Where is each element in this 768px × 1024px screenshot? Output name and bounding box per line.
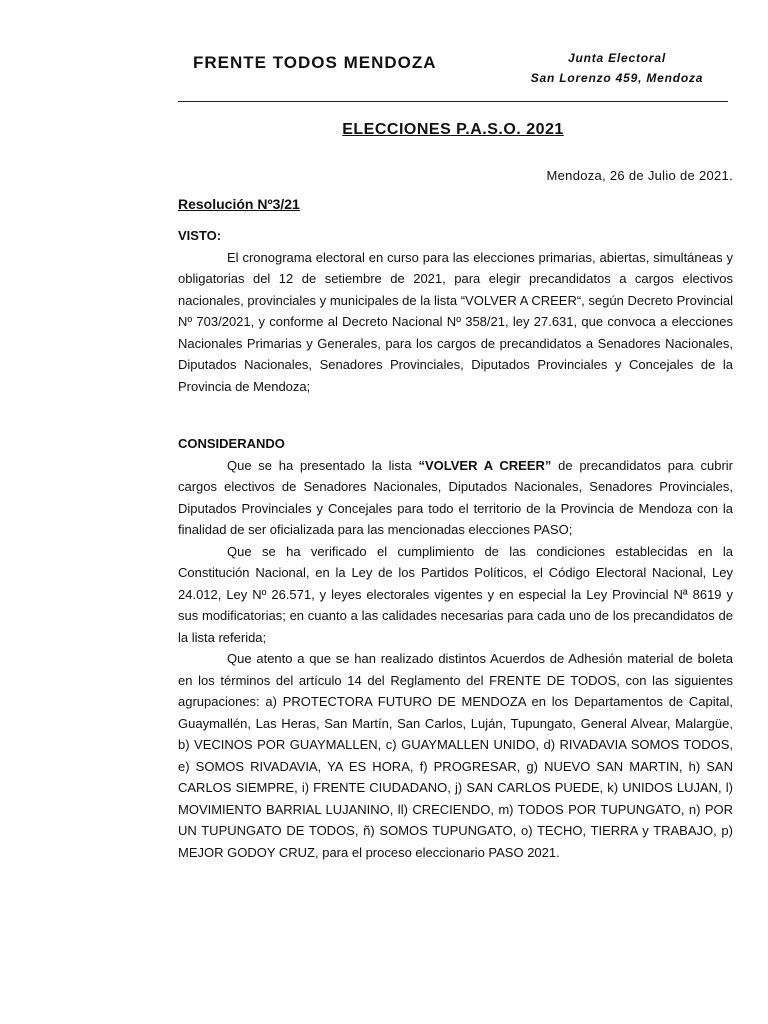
junta-address-block — [512, 48, 722, 88]
p1-rest-text: de precandidatos para cubrir cargos electivos de Senadores Nacionales, Diputados Nacionales, Senadores Provinciales, Diputados Provinciales y Concejales para todo el territorio de la Provincia de Mendoza con la finalidad de ser oficializada para las mencionadas elecciones PASO; — [178, 457, 733, 537]
junta-name: Junta Electoral — [567, 51, 667, 65]
resolution-number: Resolución Nº3/21 — [178, 196, 300, 212]
document-title-text: ELECCIONES P.A.S.O. 2021 — [342, 121, 564, 138]
p1-lead-text: Que se ha presentado la lista — [227, 457, 419, 473]
list-name-bold: “VOLVER A CREER” — [418, 457, 552, 473]
document-title — [178, 121, 728, 139]
visto-label: VISTO: — [178, 228, 222, 243]
considerando-paragraph-3: Que atento a que se han realizado distintos Acuerdos de Adhesión material de boleta en los términos del artículo 14 del Reglamento del FRENTE DE TODOS, con las siguientes agrupaciones: a) PROTECTORA FUTURO DE MENDOZA en los Departamentos de Capital, Guaymallén, Las Heras, San Martín, San Carlos, Luján, Tupungato, General Alvear, Malargüe, b) VECINOS POR GUAYMALLEN, c) GUAYMALLEN UNIDO, d) RIVADAVIA SOMOS TODOS, e) SOMOS RIVADAVIA, YA ES HORA, f) PROGRESAR, g) NUEVO SAN MARTIN, h) SAN CARLOS SIEMPRE, i) FRENTE CIUDADANO, j) SAN CARLOS PUEDE, k) UNIDOS LUJAN, l) MOVIMIENTO BARRIAL LUJANINO, ll) CRECIENDO, m) TODOS POR TUPUNGATO, n) POR UN TUPUNGATO DE TODOS, ñ) SOMOS TUPUNGATO, o) TECHO, TIERRA y TRABAJO, p) MEJOR GODOY CRUZ, para el proceso eleccionario PASO 2021. — [178, 651, 733, 860]
considerando-label: CONSIDERANDO — [178, 436, 285, 451]
header-divider — [178, 101, 728, 102]
document-date: Mendoza, 26 de Julio de 2021. — [546, 168, 733, 183]
considerando-section — [178, 433, 733, 863]
visto-paragraph: El cronograma electoral en curso para las elecciones primarias, abiertas, simultáneas y obligatorias del 12 de setiembre de 2021, para elegir precandidatos a cargos electivos nacionales, provinciales y municipales de la lista “VOLVER A CREER“, según Decreto Provincial Nº 703/2021, y conforme al Decreto Nacional Nº 358/21, ley 27.631, que convoca a elecciones Nacionales Primarias y Generales, para los cargos de precandidatos a Senadores Nacionales, Diputados Nacionales, Senadores Provinciales, Diputados Provinciales y Concejales de la Provincia de Mendoza; — [178, 249, 733, 394]
considerando-paragraph-2: Que se ha verificado el cumplimiento de las condiciones establecidas en la Constitución Nacional, en la Ley de los Partidos Políticos, el Código Electoral Nacional, Ley 24.012, Ley Nº 26.571, y leyes electorales vigentes y en especial la Ley Provincial Nª 8619 y sus modificatorias; en cuanto a las calidades necesarias para cada uno de los precandidatos de la lista referida; — [178, 543, 733, 645]
visto-section — [178, 225, 733, 397]
considerando-paragraph-1 — [178, 455, 733, 541]
org-name: FRENTE TODOS MENDOZA — [193, 53, 437, 72]
junta-address: San Lorenzo 459, Mendoza — [530, 71, 704, 85]
